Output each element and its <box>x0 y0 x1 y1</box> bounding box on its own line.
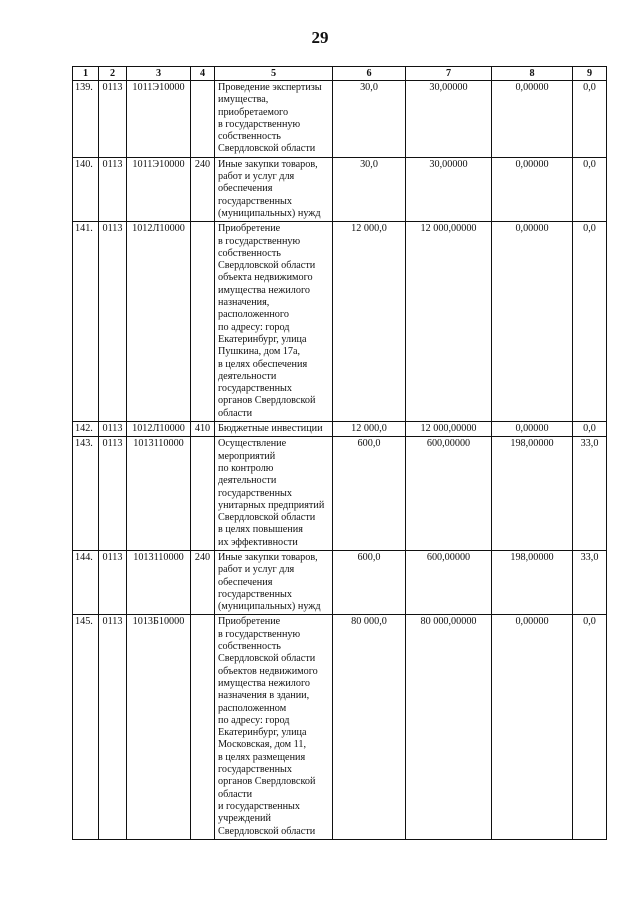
header-cell: 9 <box>573 67 607 81</box>
row-number-cell: 143. <box>73 437 99 551</box>
planned-amount-cell: 12 000,0 <box>333 422 406 437</box>
section-code-cell: 0113 <box>99 437 127 551</box>
target-article-cell: 1013110000 <box>127 437 191 551</box>
execution-percent-cell: 33,0 <box>573 550 607 614</box>
row-number-cell: 140. <box>73 157 99 221</box>
target-article-cell: 1011Э10000 <box>127 157 191 221</box>
table-row <box>73 615 607 839</box>
target-article-cell: 1012Л10000 <box>127 222 191 422</box>
approved-amount-cell: 30,00000 <box>406 81 492 158</box>
expense-type-cell: 410 <box>191 422 215 437</box>
row-number-cell: 141. <box>73 222 99 422</box>
expense-type-cell <box>191 437 215 551</box>
execution-percent-cell: 33,0 <box>573 437 607 551</box>
header-cell: 1 <box>73 67 99 81</box>
row-number-cell: 145. <box>73 615 99 839</box>
section-code-cell: 0113 <box>99 81 127 158</box>
target-article-cell: 1011Э10000 <box>127 81 191 158</box>
approved-amount-cell: 600,00000 <box>406 437 492 551</box>
execution-percent-cell: 0,0 <box>573 422 607 437</box>
planned-amount-cell: 12 000,0 <box>333 222 406 422</box>
header-cell: 3 <box>127 67 191 81</box>
executed-amount-cell: 198,00000 <box>492 437 573 551</box>
section-code-cell: 0113 <box>99 422 127 437</box>
target-article-cell: 1012Л10000 <box>127 422 191 437</box>
table-row <box>73 437 607 551</box>
page-number: 29 <box>311 28 329 47</box>
item-name-cell: Иные закупки товаров, работ и услуг для обеспечения государственных (муниципальных) нужд <box>215 157 333 221</box>
header-cell: 2 <box>99 67 127 81</box>
section-code-cell: 0113 <box>99 550 127 614</box>
header-cell: 8 <box>492 67 573 81</box>
executed-amount-cell: 0,00000 <box>492 222 573 422</box>
header-cell: 6 <box>333 67 406 81</box>
item-name-cell: Приобретение в государственную собственность Свердловской области объекта недвижимого имущества нежилого назначения, расположенного по адресу: город Екатеринбург, улица Пушкина, дом 17а, в целях обеспечения деятельности государственных органов Свердловской области <box>215 222 333 422</box>
row-number-cell: 142. <box>73 422 99 437</box>
item-name-cell: Иные закупки товаров, работ и услуг для обеспечения государственных (муниципальных) нужд <box>215 550 333 614</box>
execution-percent-cell: 0,0 <box>573 81 607 158</box>
item-name-cell: Приобретение в государственную собственность Свердловской области объектов недвижимого имущества нежилого назначения в здании, расположенном по адресу: город Екатеринбург, улица Московская, дом 11, в целях размещения государственных органов Свердловской области и государственных учреждений Свердловской области <box>215 615 333 839</box>
target-article-cell: 1013Б10000 <box>127 615 191 839</box>
item-name-cell: Бюджетные инвестиции <box>215 422 333 437</box>
planned-amount-cell: 600,0 <box>333 550 406 614</box>
planned-amount-cell: 80 000,0 <box>333 615 406 839</box>
budget-table <box>72 66 607 840</box>
table-row <box>73 157 607 221</box>
row-number-cell: 144. <box>73 550 99 614</box>
item-name-cell: Проведение экспертизы имущества, приобретаемого в государственную собственность Свердловской области <box>215 81 333 158</box>
header-cell: 5 <box>215 67 333 81</box>
table-header-row <box>73 67 607 81</box>
executed-amount-cell: 0,00000 <box>492 157 573 221</box>
executed-amount-cell: 0,00000 <box>492 615 573 839</box>
planned-amount-cell: 30,0 <box>333 81 406 158</box>
expense-type-cell <box>191 615 215 839</box>
expense-type-cell <box>191 222 215 422</box>
section-code-cell: 0113 <box>99 157 127 221</box>
expense-type-cell <box>191 81 215 158</box>
approved-amount-cell: 12 000,00000 <box>406 422 492 437</box>
table-row <box>73 81 607 158</box>
table-row <box>73 550 607 614</box>
row-number-cell: 139. <box>73 81 99 158</box>
planned-amount-cell: 600,0 <box>333 437 406 551</box>
approved-amount-cell: 12 000,00000 <box>406 222 492 422</box>
executed-amount-cell: 198,00000 <box>492 550 573 614</box>
expense-type-cell: 240 <box>191 550 215 614</box>
target-article-cell: 1013110000 <box>127 550 191 614</box>
header-cell: 4 <box>191 67 215 81</box>
execution-percent-cell: 0,0 <box>573 222 607 422</box>
approved-amount-cell: 30,00000 <box>406 157 492 221</box>
table-row <box>73 222 607 422</box>
section-code-cell: 0113 <box>99 222 127 422</box>
executed-amount-cell: 0,00000 <box>492 81 573 158</box>
item-name-cell: Осуществление мероприятий по контролю деятельности государственных унитарных предприятий Свердловской области в целях повышения их эффективности <box>215 437 333 551</box>
execution-percent-cell: 0,0 <box>573 615 607 839</box>
planned-amount-cell: 30,0 <box>333 157 406 221</box>
expense-type-cell: 240 <box>191 157 215 221</box>
approved-amount-cell: 80 000,00000 <box>406 615 492 839</box>
approved-amount-cell: 600,00000 <box>406 550 492 614</box>
section-code-cell: 0113 <box>99 615 127 839</box>
header-cell: 7 <box>406 67 492 81</box>
executed-amount-cell: 0,00000 <box>492 422 573 437</box>
execution-percent-cell: 0,0 <box>573 157 607 221</box>
table-row <box>73 422 607 437</box>
